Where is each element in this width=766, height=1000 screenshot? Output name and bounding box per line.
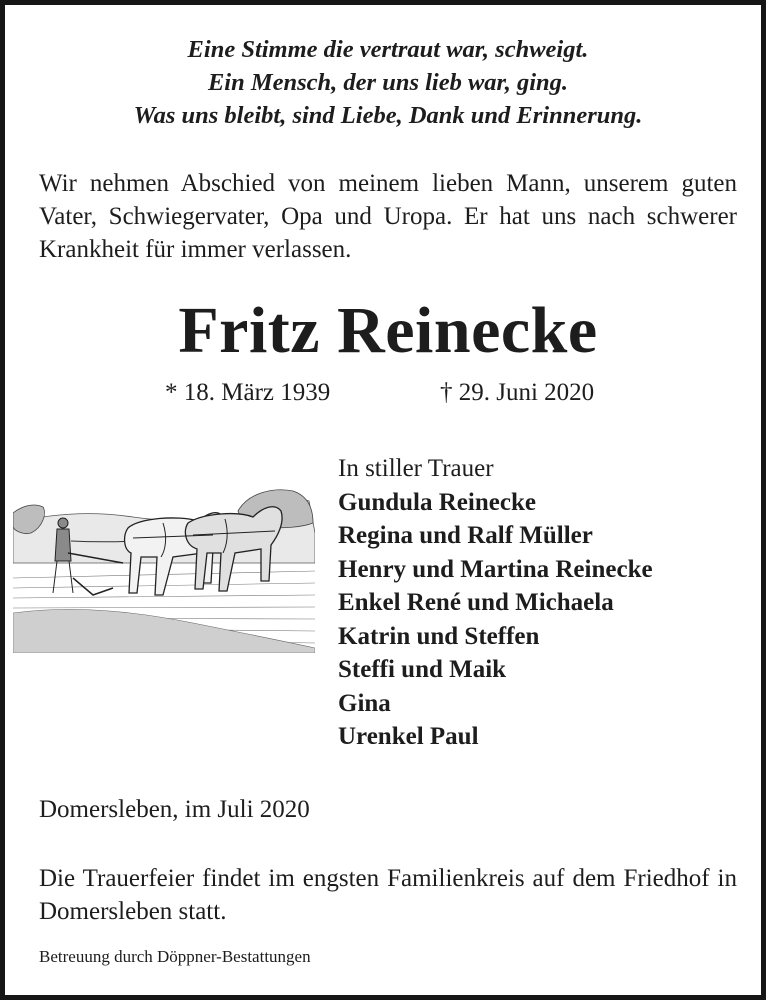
poem-line: Eine Stimme die vertraut war, schweigt. [187, 36, 589, 63]
mourners-heading: In stiller Trauer [338, 455, 494, 482]
mourner-name: Regina und Ralf Müller [338, 522, 593, 549]
poem [5, 33, 766, 132]
place-date: Domersleben, im Juli 2020 [39, 796, 310, 823]
intro-text: Wir nehmen Abschied von meinem lieben Mann, unserem guten Vater, Schwiegervater, Opa und Uropa. Er hat uns nach schwerer Krankheit für immer verlassen. [39, 170, 737, 263]
mourner-name: Urenkel Paul [338, 723, 479, 750]
mourners-list [338, 452, 653, 754]
poem-line: Ein Mensch, der uns lieb war, ging. [207, 69, 569, 96]
undertaker-credit: Betreuung durch Döppner-Bestattungen [39, 947, 311, 966]
mourner-name: Katrin und Steffen [338, 622, 540, 650]
mourner-name: Steffi und Maik [338, 656, 507, 683]
birth-date: * 18. März 1939 [165, 379, 331, 406]
mourner-name: Enkel René und Michaela [338, 589, 614, 616]
funeral-note: Die Trauerfeier findet im engsten Familienkreis auf dem Friedhof in Domersleben statt. [39, 865, 737, 925]
poem-line: Was uns bleibt, sind Liebe, Dank und Erinnerung. [133, 102, 643, 129]
death-date: † 29. Juni 2020 [440, 379, 595, 406]
mourner-name: Gina [338, 689, 391, 717]
mourner-name: Gundula Reinecke [338, 488, 536, 516]
deceased-name: Fritz Reinecke [178, 294, 598, 367]
mourner-name: Henry und Martina Reinecke [338, 555, 653, 583]
horse-plough-icon [13, 483, 315, 653]
